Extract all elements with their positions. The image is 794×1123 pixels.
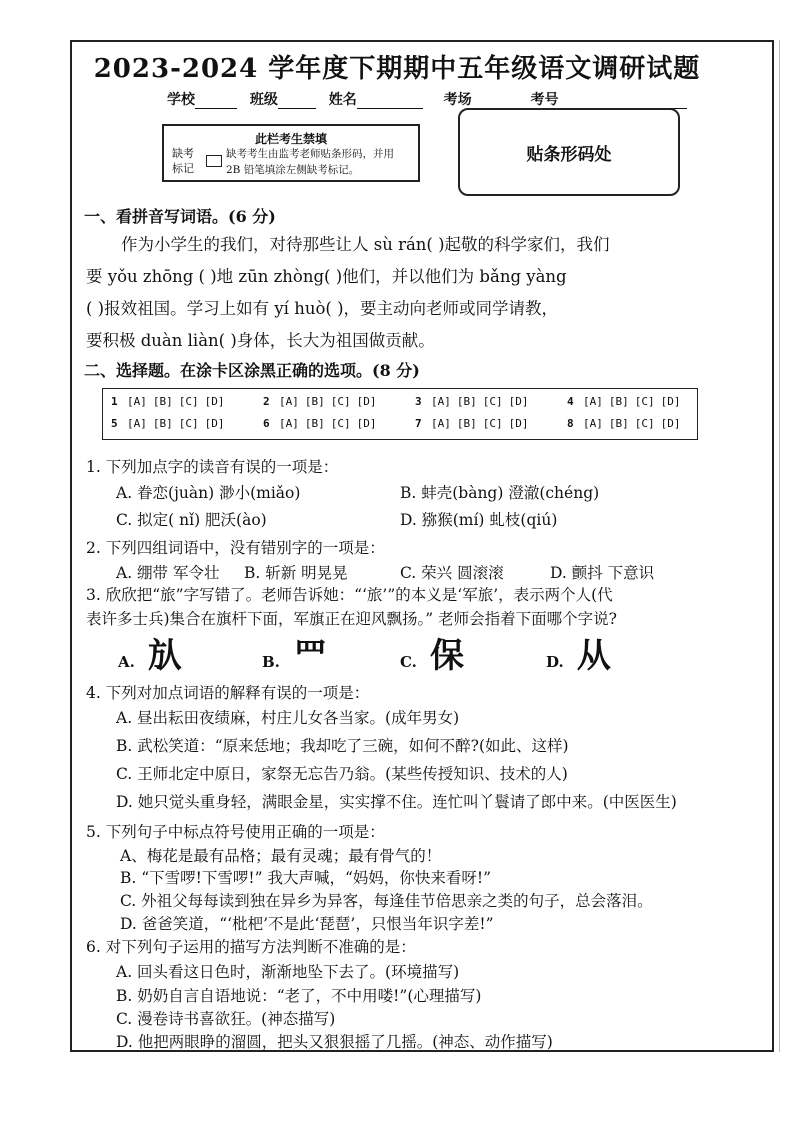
q3-option-a: A. 㫃 (118, 636, 182, 676)
bubble-c[interactable]: [C] (634, 395, 655, 408)
school-label: 学校 (167, 92, 195, 108)
bubble-b[interactable]: [B] (152, 417, 173, 430)
info-row (167, 89, 687, 109)
exam-title: 2023-2024 学年度下期期中五年级语文调研试题 (93, 54, 701, 84)
q5-option-a: A、梅花是最有品格；最有灵魂；最有骨气的！ (120, 847, 442, 865)
room-label: 考场 (443, 92, 472, 108)
bubble-c[interactable]: [C] (178, 417, 199, 430)
notice-heading: 此栏考生禁填 (254, 132, 327, 146)
section1-heading: 一、看拼音写词语。(6 分) (84, 207, 276, 226)
bubble-c[interactable]: [C] (330, 417, 351, 430)
answer-row: 1 [A] [B] [C] [D] 2 [A] [B] [C] [D] 3 [A] [B] [C] [D] 4 [A] [B] [C] [D] (111, 395, 681, 408)
q5-option-d: D. 爸爸笑道，“‘枇杷’不是此‘琵琶’，只恨当年识字差!” (120, 915, 494, 933)
q3-text: 表许多士兵)集合在旗杆下面，军旗正在迎风飘扬。” 老师会指着下面哪个字说? (86, 610, 617, 628)
section2-heading: 二、选择题。在涂卡区涂黑正确的选项。(8 分) (84, 361, 420, 380)
bubble-d[interactable]: [D] (204, 395, 225, 408)
q2-option-d: D. 颤抖 下意识 (550, 564, 655, 582)
bubble-a[interactable]: [A] (279, 417, 299, 430)
q5-option-b: B. “下雪啰!下雪啰!” 我大声喊，“妈妈，你快来看呀!” (120, 869, 492, 887)
answer-sheet (102, 388, 698, 440)
q5-stem: 5. 下列句子中标点符号使用正确的一项是： (86, 823, 385, 841)
number-label: 考号 (530, 92, 559, 108)
bubble-a[interactable]: [A] (127, 417, 147, 430)
bubble-c[interactable]: [C] (330, 395, 351, 408)
bubble-b[interactable]: [B] (456, 417, 477, 430)
q3-option-c: C. 保 (400, 636, 464, 676)
q6-option-b: B. 奶奶自言自语地说：“老了，不中用喽!”(心理描写) (116, 987, 482, 1005)
q2-option-c: C. 荣兴 圆滚滚 (400, 564, 504, 582)
bubble-c[interactable]: [C] (178, 395, 199, 408)
bubble-c[interactable]: [C] (634, 417, 655, 430)
q4-stem: 4. 下列对加点词语的解释有误的一项是： (86, 684, 370, 702)
bubble-d[interactable]: [D] (660, 395, 681, 408)
q6-option-c: C. 漫卷诗书喜欲狂。(神态描写) (116, 1010, 336, 1028)
notice-text: 缺考考生由监考老师贴条形码，并用 2B 铅笔填涂左侧缺考标记。 (226, 148, 394, 176)
q5-option-c: C. 外祖父每每读到独在异乡为异客，每逢佳节倍思亲之类的句子，总会落泪。 (120, 892, 653, 910)
bubble-b[interactable]: [B] (608, 395, 629, 408)
class-label: 班级 (249, 92, 278, 108)
page-edge (779, 40, 786, 1052)
bubble-a[interactable]: [A] (583, 395, 603, 408)
name-label: 姓名 (328, 92, 357, 108)
q1-stem: 1. 下列加点字的读音有误的一项是： (86, 458, 339, 476)
bubble-b[interactable]: [B] (456, 395, 477, 408)
section1-line: 要 yǒu zhōng ( )地 zūn zhòng( )他们，并以他们为 bǎng yàng (86, 267, 567, 286)
q1-option-c: C. 拟定( nǐ) 肥沃(ào) (116, 511, 267, 529)
q3-text: 3. 欣欣把“旅”字写错了。老师告诉她：“‘旅’”的本义是‘军旅’，表示两个人(代 (86, 586, 613, 604)
seal-glyph-c: 保 (430, 636, 464, 676)
q4-option-c: C. 王师北定中原日，家祭无忘告乃翁。(某些传授知识、技术的人) (116, 765, 568, 783)
q1-option-d: D. 猕猴(mí) 虬枝(qiú) (400, 511, 558, 529)
q4-option-a: A. 昼出耘田夜绩麻，村庄儿女各当家。(成年男女) (116, 709, 460, 727)
seal-glyph-b: 罒 (293, 636, 327, 676)
q1-option-a: A. 眷恋(juàn) 渺小(miǎo) (116, 484, 301, 502)
q2-option-b: B. 斩新 明晃晃 (244, 564, 348, 582)
q6-option-d: D. 他把两眼睁的溜圆，把头又狠狠摇了几摇。(神态、动作描写) (116, 1033, 553, 1051)
bubble-d[interactable]: [D] (660, 417, 681, 430)
proctor-notice-box (162, 124, 420, 182)
answer-row: 5 [A] [B] [C] [D] 6 [A] [B] [C] [D] 7 [A] [B] [C] [D] 8 [A] [B] [C] [D] (111, 417, 681, 430)
q2-option-a: A. 绷带 军令壮 (116, 564, 220, 582)
q4-option-b: B. 武松笑道：“原来恁地；我却吃了三碗，如何不醉?(如此、这样) (116, 737, 569, 755)
class-field[interactable] (278, 108, 316, 109)
bubble-d[interactable]: [D] (356, 395, 377, 408)
bubble-c[interactable]: [C] (482, 395, 503, 408)
seal-glyph-a: 㫃 (147, 636, 182, 676)
bubble-d[interactable]: [D] (356, 417, 377, 430)
q2-stem: 2. 下列四组词语中，没有错别字的一项是： (86, 539, 385, 557)
q4-option-d: D. 她只觉头重身轻，满眼金星，实实撑不住。连忙叫丫鬟请了郎中来。(中医医生) (116, 793, 677, 811)
section1-line: ( )报效祖国。学习上如有 yí huò( )，要主动向老师或同学请教， (86, 299, 559, 318)
bubble-c[interactable]: [C] (482, 417, 503, 430)
barcode-area: 贴条形码处 (458, 108, 680, 196)
bubble-a[interactable]: [A] (279, 395, 299, 408)
section1-line: 要积极 duàn liàn( )身体，长大为祖国做贡献。 (86, 331, 435, 350)
bubble-d[interactable]: [D] (204, 417, 225, 430)
bubble-a[interactable]: [A] (127, 395, 147, 408)
q3-option-b: B. 罒 (262, 636, 327, 676)
bubble-a[interactable]: [A] (431, 417, 451, 430)
bubble-a[interactable]: [A] (431, 395, 451, 408)
school-field[interactable] (195, 108, 237, 109)
bubble-d[interactable]: [D] (508, 395, 529, 408)
section1-line: 作为小学生的我们，对待那些让人 sù rán( )起敬的科学家们，我们 (121, 235, 610, 254)
bubble-b[interactable]: [B] (152, 395, 173, 408)
notice-side-label: 缺考 标记 (172, 147, 194, 175)
q3-option-d: D. 从 (546, 636, 611, 676)
bubble-b[interactable]: [B] (304, 417, 325, 430)
bubble-b[interactable]: [B] (304, 395, 325, 408)
bubble-d[interactable]: [D] (508, 417, 529, 430)
seal-glyph-d: 从 (576, 636, 611, 676)
q6-option-a: A. 回头看这日色时，渐渐地坠下去了。(环境描写) (116, 963, 460, 981)
bubble-b[interactable]: [B] (608, 417, 629, 430)
absent-mark-checkbox[interactable] (206, 155, 222, 167)
bubble-a[interactable]: [A] (583, 417, 603, 430)
q1-option-b: B. 蚌壳(bàng) 澄澈(chéng) (400, 484, 600, 502)
name-field[interactable] (357, 108, 423, 109)
q6-stem: 6. 对下列句子运用的描写方法判断不准确的是： (86, 938, 416, 956)
